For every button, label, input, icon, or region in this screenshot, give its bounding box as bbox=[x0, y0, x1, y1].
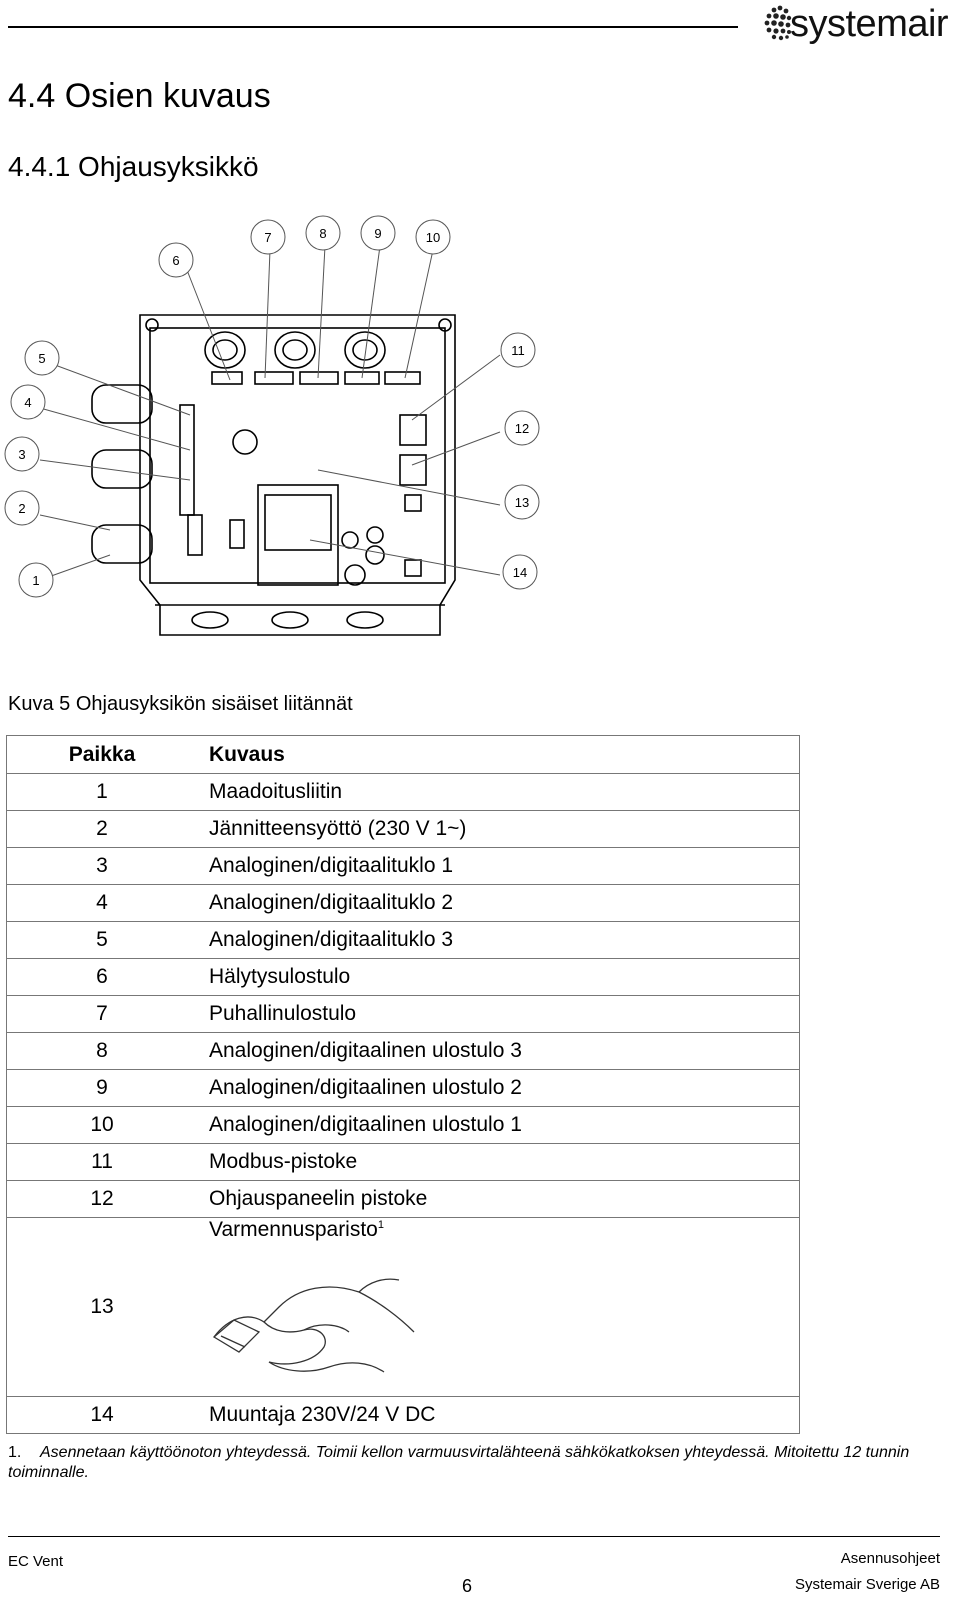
enclosure-outline bbox=[140, 315, 455, 635]
subsection-heading: 4.4.1 Ohjausyksikkö bbox=[8, 151, 259, 182]
table-row: 1 Maadoitusliitin bbox=[7, 774, 800, 811]
callout-9 bbox=[361, 216, 395, 250]
top-gland-1 bbox=[205, 332, 245, 368]
column-header-position: Paikka bbox=[7, 736, 198, 774]
column-header-description: Kuvaus bbox=[197, 736, 800, 774]
footer-rule bbox=[8, 1536, 940, 1537]
table-row: 8 Analoginen/digitaalinen ulostulo 3 bbox=[7, 1033, 800, 1070]
footnote-number: 1. bbox=[8, 1444, 22, 1461]
svg-text:12: 12 bbox=[514, 421, 530, 436]
callout-10 bbox=[416, 220, 450, 254]
svg-text:14: 14 bbox=[512, 565, 528, 580]
footnote-ref: 1 bbox=[377, 1219, 384, 1231]
row-13-number: 13 bbox=[7, 1218, 198, 1397]
callout-8 bbox=[306, 216, 340, 250]
parts-table bbox=[6, 735, 800, 1434]
section-heading: 4.4 Osien kuvaus bbox=[8, 77, 271, 115]
callout-7 bbox=[251, 220, 285, 254]
footnote bbox=[8, 1443, 948, 1483]
page-number: 6 bbox=[462, 1576, 473, 1596]
svg-text:3: 3 bbox=[18, 447, 26, 462]
footer-company: Systemair Sverige AB bbox=[794, 1576, 940, 1593]
panel-socket bbox=[400, 455, 426, 485]
top-gland-2 bbox=[275, 332, 315, 368]
callout-5 bbox=[25, 341, 59, 375]
table-row-battery bbox=[7, 1218, 800, 1397]
hand-with-battery-icon bbox=[209, 1262, 419, 1382]
table-row: 6 Hälytysulostulo bbox=[7, 959, 800, 996]
battery-holder bbox=[233, 430, 257, 454]
callout-2 bbox=[5, 491, 39, 525]
svg-text:10: 10 bbox=[425, 230, 441, 245]
footer-product: EC Vent bbox=[8, 1553, 64, 1570]
figure-caption: Kuva 5 Ohjausyksikön sisäiset liitännät bbox=[8, 693, 353, 715]
left-gland-1 bbox=[92, 385, 152, 423]
svg-text:5: 5 bbox=[38, 351, 46, 366]
row-13-description bbox=[197, 1218, 800, 1397]
footer-doc-type: Asennusohjeet bbox=[840, 1550, 940, 1567]
svg-text:9: 9 bbox=[374, 226, 382, 241]
transformer bbox=[258, 485, 338, 585]
table-row: 12 Ohjauspaneelin pistoke bbox=[7, 1181, 800, 1218]
callout-3 bbox=[5, 437, 39, 471]
brand-name: systemair bbox=[790, 3, 949, 45]
control-unit-diagram bbox=[0, 210, 560, 680]
table-row: 7 Puhallinulostulo bbox=[7, 996, 800, 1033]
callout-4 bbox=[11, 385, 45, 419]
callout-6 bbox=[159, 243, 193, 277]
footnote-text: Asennetaan käyttöönoton yhteydessä. Toimii kellon varmuusvirtalähteenä sähkökatkoksen yhteydessä. Mitoitettu 12 tunnin toiminnalle. bbox=[8, 1444, 910, 1481]
svg-text:6: 6 bbox=[172, 253, 180, 268]
left-gland-2 bbox=[92, 450, 152, 488]
table-row: 3 Analoginen/digitaalituklo 1 bbox=[7, 848, 800, 885]
callout-11 bbox=[501, 333, 535, 367]
callout-13 bbox=[505, 485, 539, 519]
table-row: 11 Modbus-pistoke bbox=[7, 1144, 800, 1181]
callout-1 bbox=[19, 563, 53, 597]
battery-label: Varmennusparisto bbox=[209, 1218, 378, 1241]
table-row: 14 Muuntaja 230V/24 V DC bbox=[7, 1397, 800, 1434]
callout-14 bbox=[503, 555, 537, 589]
table-row: 5 Analoginen/digitaalituklo 3 bbox=[7, 922, 800, 959]
svg-text:4: 4 bbox=[24, 395, 32, 410]
svg-text:2: 2 bbox=[18, 501, 26, 516]
svg-text:13: 13 bbox=[514, 495, 530, 510]
svg-text:7: 7 bbox=[264, 230, 272, 245]
table-row: 9 Analoginen/digitaalinen ulostulo 2 bbox=[7, 1070, 800, 1107]
top-gland-3 bbox=[345, 332, 385, 368]
table-header-row bbox=[7, 736, 800, 774]
callout-12 bbox=[505, 411, 539, 445]
header-rule bbox=[8, 26, 738, 28]
table-row: 10 Analoginen/digitaalinen ulostulo 1 bbox=[7, 1107, 800, 1144]
left-gland-3 bbox=[92, 525, 152, 563]
svg-text:11: 11 bbox=[511, 343, 525, 358]
table-row: 4 Analoginen/digitaalituklo 2 bbox=[7, 885, 800, 922]
svg-text:1: 1 bbox=[32, 573, 40, 588]
callouts bbox=[5, 216, 539, 597]
table-row: 2 Jännitteensyöttö (230 V 1~) bbox=[7, 811, 800, 848]
svg-text:8: 8 bbox=[319, 226, 327, 241]
